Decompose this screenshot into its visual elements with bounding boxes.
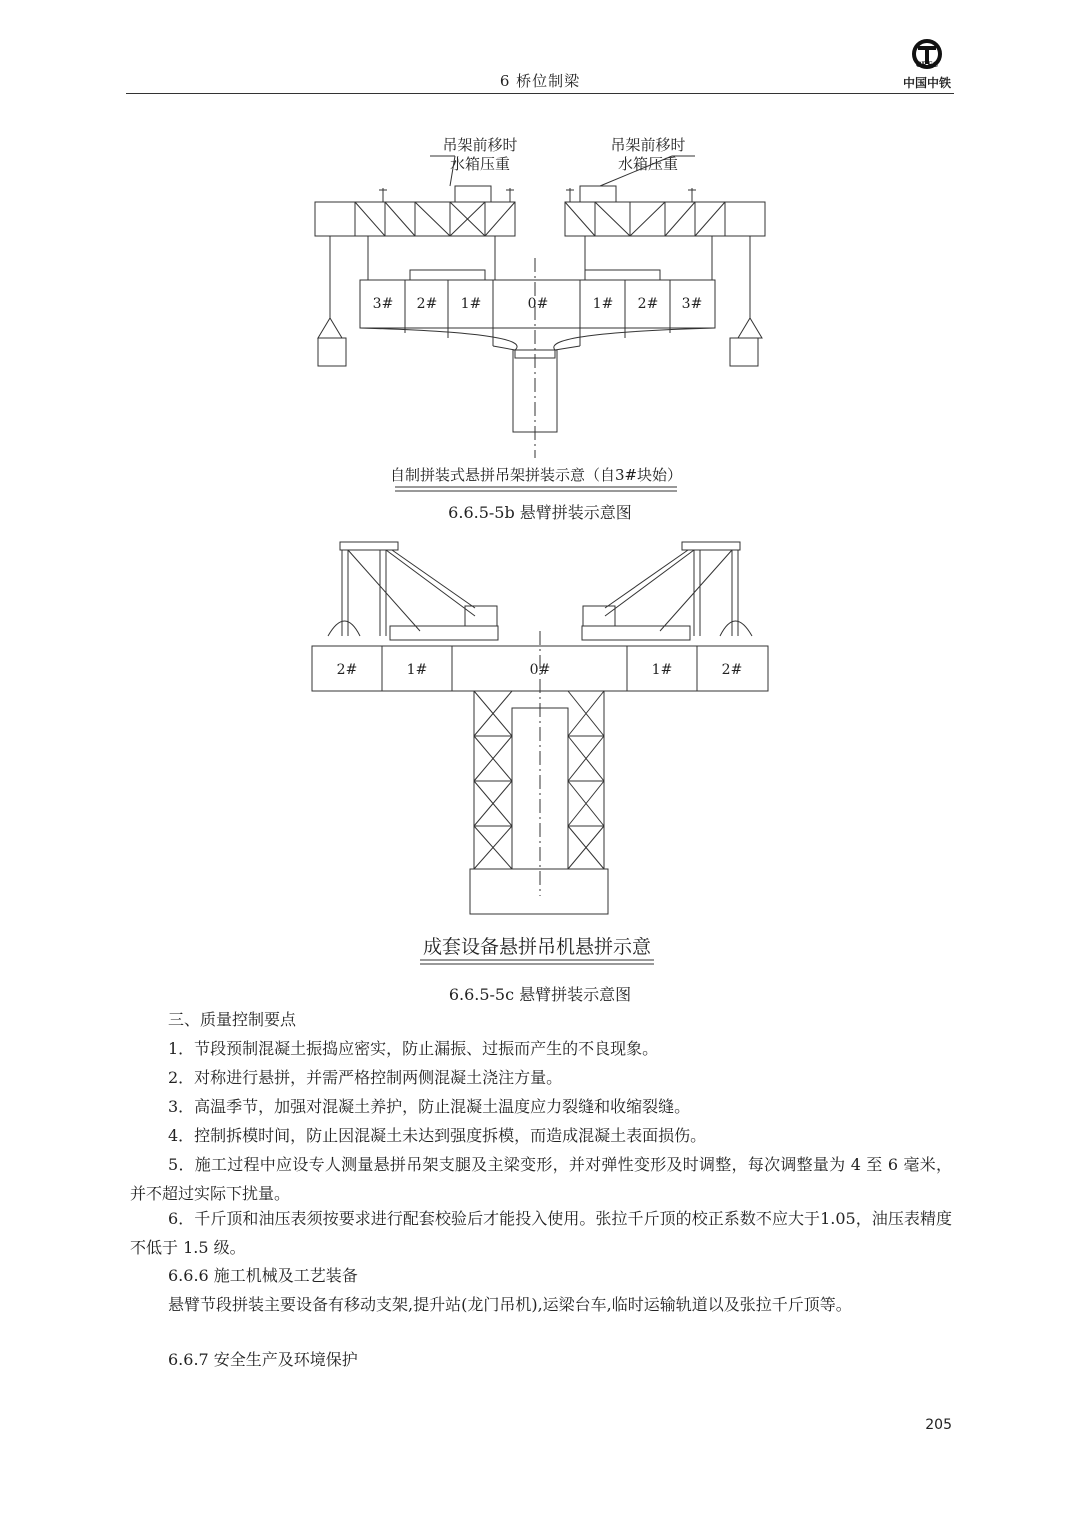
figure-b-inner-title: 自制拼装式悬拼吊架拼装示意（自3#块始） [389, 466, 683, 484]
figure-b-left-note-2: 水箱压重 [449, 155, 511, 173]
figure-c-segment-label: 1# [651, 662, 673, 678]
quality-item-4: 4．控制拆模时间，防止因混凝土未达到强度拆模，而造成混凝土表面损伤。 [168, 1126, 707, 1145]
figure-c-segment-label: 0# [529, 662, 551, 678]
figure-b-segment-label: 1# [460, 296, 482, 312]
figure-b-caption: 6.6.5-5b 悬臂拼装示意图 [448, 503, 632, 522]
quality-item-3: 3．高温季节，加强对混凝土养护，防止混凝土温度应力裂缝和收缩裂缝。 [168, 1097, 691, 1116]
quality-item-6: 6．千斤顶和油压表须按要求进行配套校验后才能投入使用。张拉千斤顶的校正系数不应大于1.05，油压表精度不低于 1.5 级。 [130, 1209, 952, 1257]
sub-heading-safety: 6.6.7 安全生产及环境保护 [168, 1350, 358, 1369]
figure-b-left-note-1: 吊架前移时 [442, 136, 518, 154]
figure-c-diagram [300, 536, 780, 968]
logo-mark-text: CREC [915, 60, 939, 69]
quality-item-5: 5．施工过程中应设专人测量悬拼吊架支腿及主梁变形，并对弹性变形及时调整，每次调整量为 4 至 6 毫米，并不超过实际下扰量。 [130, 1155, 952, 1203]
quality-item-1: 1．节段预制混凝土振捣应密实，防止漏振、过振而产生的不良现象。 [168, 1039, 659, 1058]
page-number: 205 [925, 1417, 952, 1433]
paragraph-equipment: 悬臂节段拼装主要设备有移动支架,提升站(龙门吊机),运梁台车,临时运输轨道以及张拉千斤顶等。 [168, 1295, 852, 1314]
figure-b-segment-label: 0# [527, 296, 549, 312]
figure-c-segment-label: 2# [721, 662, 743, 678]
figure-b-segment-label: 1# [592, 296, 614, 312]
running-header-title: 6 桥位制梁 [499, 72, 581, 90]
figure-b-right-note-2: 水箱压重 [617, 155, 679, 173]
header-rule [126, 93, 954, 94]
figure-b-segment-label: 3# [681, 296, 703, 312]
sub-heading-machinery: 6.6.6 施工机械及工艺装备 [168, 1266, 358, 1285]
quality-item-2: 2．对称进行悬拼，并需严格控制两侧混凝土浇注方量。 [168, 1068, 563, 1087]
figure-c-caption: 6.6.5-5c 悬臂拼装示意图 [448, 985, 632, 1004]
logo-text: 中国中铁 [902, 76, 951, 90]
figure-b-segment-label: 3# [372, 296, 394, 312]
figure-b-segment-label: 2# [416, 296, 438, 312]
figure-c-segment-label: 1# [406, 662, 428, 678]
figure-c-inner-title: 成套设备悬拼吊机悬拼示意 [422, 936, 652, 958]
figure-b-right-note-1: 吊架前移时 [610, 136, 686, 154]
figure-b-segment-label: 2# [637, 296, 659, 312]
section-heading: 三、质量控制要点 [168, 1010, 297, 1029]
figure-c-segment-label: 2# [336, 662, 358, 678]
figure-b-diagram [300, 128, 780, 498]
